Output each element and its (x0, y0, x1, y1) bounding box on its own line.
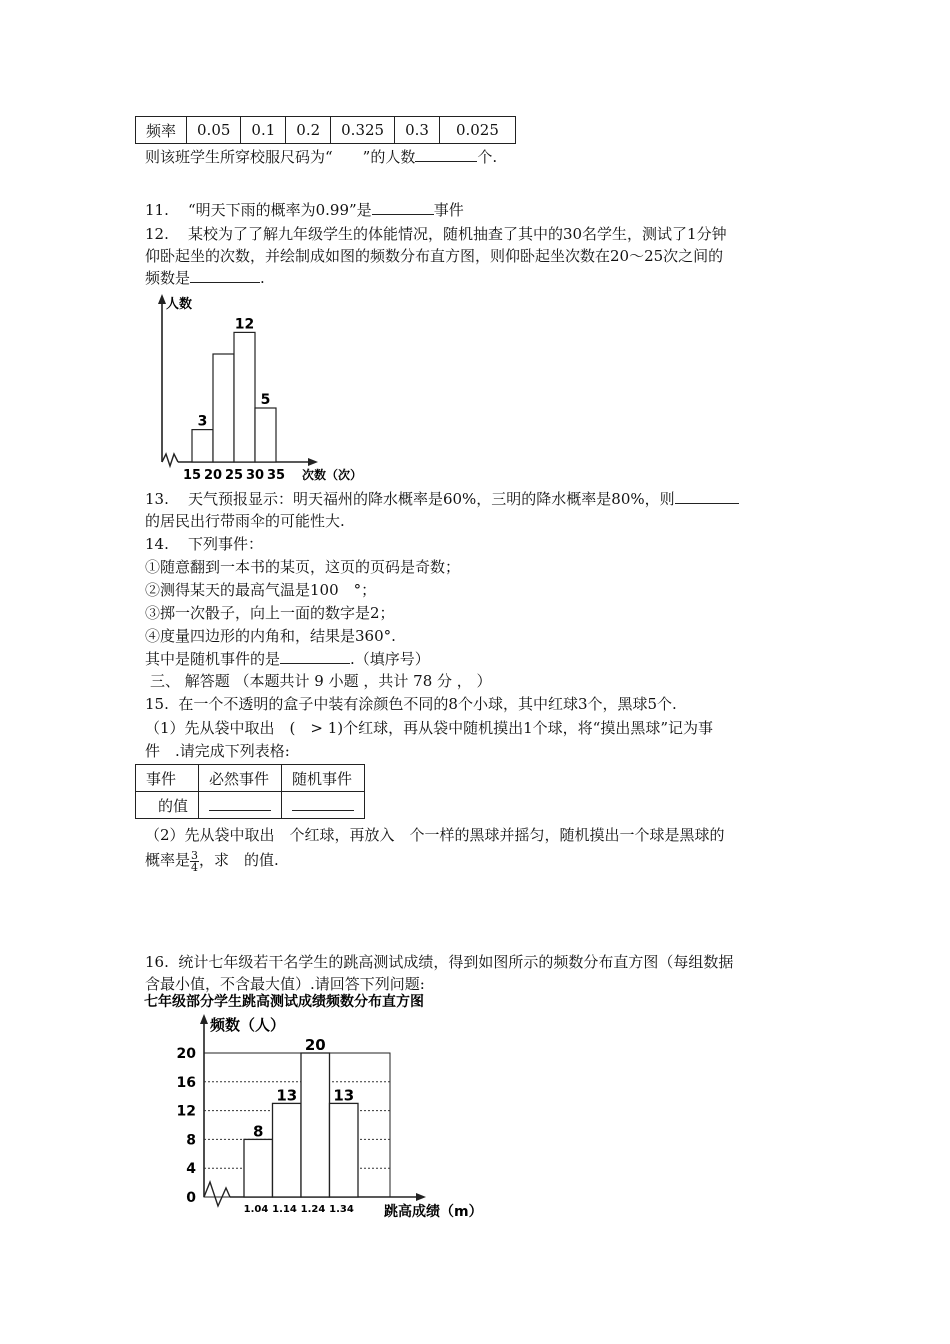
text: 则该班学生所穿校服尺码为“ ”的人数 (145, 148, 416, 166)
question-15-line-5 (145, 847, 279, 873)
question-14-intro (145, 533, 263, 555)
table-cell: 的值 (136, 792, 199, 819)
bar-data-label: 13 (276, 1086, 298, 1105)
text: 天气预报显示：明天福州的降水概率是60%，三明的降水概率是80%，则 (187, 490, 675, 508)
answer-blank (675, 489, 739, 504)
bar-data-label: 3 (197, 413, 208, 430)
text: “明天下雨的概率为0.99”是 (187, 201, 372, 219)
table-header: 随机事件 (282, 765, 365, 792)
bar-data-label: 5 (260, 392, 271, 408)
chart-title: 七年级部分学生跳高测试成绩频数分布直方图 (144, 994, 424, 1010)
x-tick-label: 1.24 (300, 1204, 326, 1215)
x-tick-label: 1.34 (329, 1204, 354, 1215)
text: ，求 的值. (199, 851, 279, 869)
question-10-end (145, 146, 497, 168)
x-axis-label: 次数（次） (302, 468, 363, 482)
x-axis-arrow (416, 1193, 426, 1201)
table-row (136, 765, 365, 792)
question-13-line-1 (145, 488, 739, 510)
text: . (260, 269, 265, 287)
axis-break (204, 1182, 230, 1206)
x-tick-label: 20 (203, 468, 223, 483)
y-axis-arrow (158, 294, 166, 304)
question-12-line-1 (145, 223, 727, 245)
table-cell: 0.025 (439, 117, 515, 144)
question-14-item-2: ②测得某天的最高气温是100 °； (145, 581, 377, 599)
table-cell (199, 792, 282, 819)
text: .（填序号） (350, 650, 430, 668)
answer-blank (280, 649, 350, 664)
text: 在一个不透明的盒子中装有涂颜色不同的8个小球，其中红球3个，黑球5个. (178, 695, 677, 713)
y-axis-label: 频数（人） (210, 1016, 286, 1034)
question-16-line-2: 含最小值，不含最大值）.请回答下列问题: (145, 975, 425, 993)
question-11 (145, 199, 464, 221)
histogram-bar (192, 430, 213, 462)
question-number: 13. (145, 490, 169, 508)
y-tick-label: 0 (186, 1190, 196, 1206)
table-header: 必然事件 (199, 765, 282, 792)
answer-blank (209, 796, 271, 811)
x-tick-label: 15 (182, 468, 202, 483)
fraction-denominator: 4 (191, 860, 199, 874)
question-13-line-2 (145, 510, 345, 532)
text: 仰卧起坐的次数，并绘制成如图的频数分布直方图，则仰卧起坐次数在20～25次之间的 (145, 247, 724, 265)
y-axis-arrow (200, 1014, 208, 1024)
bar-data-label: 8 (253, 1122, 264, 1141)
question-number: 11. (145, 201, 169, 219)
question-number: 14. (145, 535, 169, 553)
high-jump-histogram (140, 992, 500, 1224)
question-14-item-1: ①随意翻到一本书的某页，这页的页码是奇数； (145, 558, 461, 576)
x-axis-label: 跳高成绩（m） (384, 1204, 483, 1220)
y-tick-label: 4 (186, 1161, 196, 1178)
x-tick-label: 1.14 (272, 1204, 297, 1215)
question-15-line-1 (145, 693, 677, 715)
text: 下列事件： (187, 535, 263, 553)
y-tick-label: 20 (176, 1046, 196, 1062)
y-tick-label: 16 (176, 1074, 196, 1091)
question-12-line-2 (145, 245, 723, 267)
text: 概率是 (145, 851, 191, 869)
table-row (136, 792, 365, 819)
y-tick-label: 12 (176, 1103, 196, 1120)
fraction-numerator: 3 (191, 848, 199, 862)
question-14-item-4: ④度量四边形的内角和，结果是360°. (145, 627, 396, 645)
text: 的居民出行带雨伞的可能性大. (145, 512, 345, 530)
histogram-bar (213, 354, 234, 462)
x-tick-label: 30 (245, 468, 265, 483)
fraction (190, 850, 199, 873)
bar-data-label: 12 (234, 316, 255, 333)
sit-up-histogram (150, 290, 380, 485)
event-table (135, 764, 365, 819)
question-14-item-3: ③掷一次骰子，向上一面的数字是2； (145, 604, 395, 622)
histogram-bar (255, 408, 276, 462)
axis-break (162, 454, 178, 466)
table-cell: 0.2 (286, 117, 331, 144)
text: 个. (477, 148, 498, 166)
histogram-bar (273, 1103, 302, 1197)
question-16-line-1 (145, 951, 733, 973)
table-cell: 0.325 (331, 117, 395, 144)
table-cell: 频率 (136, 117, 187, 144)
section-heading: 三、 解答题 （本题共计 9 小题 ，共计 78 分 ， ） (150, 672, 492, 690)
x-tick-label: 35 (266, 468, 286, 483)
text: 统计七年级若干名学生的跳高测试成绩，得到如图所示的频数分布直方图（每组数据 (178, 953, 734, 971)
answer-blank (190, 268, 260, 283)
text: 频数是 (145, 269, 191, 287)
question-number: 15. (145, 695, 169, 713)
answer-blank (372, 200, 434, 215)
table-cell: 0.3 (395, 117, 440, 144)
x-axis-arrow (308, 458, 318, 466)
question-15-line-4: （2）先从袋中取出 个红球，再放入 个一样的黑球并摇匀，随机摸出一个球是黑球的 (145, 826, 725, 844)
answer-blank (292, 796, 354, 811)
text: 其中是随机事件的是 (145, 650, 281, 668)
question-number: 12. (145, 225, 169, 243)
question-15-line-3: 件 .请完成下列表格: (145, 742, 290, 760)
frequency-table (135, 116, 516, 144)
text: 某校为了了解九年级学生的体能情况，随机抽查了其中的30名学生，测试了1分钟 (187, 225, 727, 243)
text: 事件 (433, 201, 464, 219)
x-tick-label: 25 (224, 468, 244, 483)
question-12-line-3 (145, 267, 265, 289)
y-axis-label: 人数 (166, 297, 193, 312)
question-number: 16. (145, 953, 169, 971)
histogram-bar (244, 1139, 273, 1197)
table-row (136, 117, 516, 144)
histogram-bar (234, 332, 255, 462)
table-header: 事件 (136, 765, 199, 792)
bar-data-label: 13 (333, 1086, 355, 1105)
question-14-answer (145, 648, 430, 670)
table-cell (282, 792, 365, 819)
answer-blank (415, 147, 477, 162)
x-tick-label: 1.04 (243, 1204, 269, 1215)
bar-data-label: 20 (304, 1036, 326, 1054)
histogram-bar (330, 1103, 359, 1197)
y-tick-label: 8 (186, 1132, 196, 1149)
table-cell: 0.1 (241, 117, 286, 144)
table-cell: 0.05 (187, 117, 241, 144)
histogram-bar (301, 1053, 330, 1197)
question-15-line-2: （1）先从袋中取出 ( > 1)个红球，再从袋中随机摸出1个球，将“摸出黑球”记为事 (145, 719, 714, 737)
